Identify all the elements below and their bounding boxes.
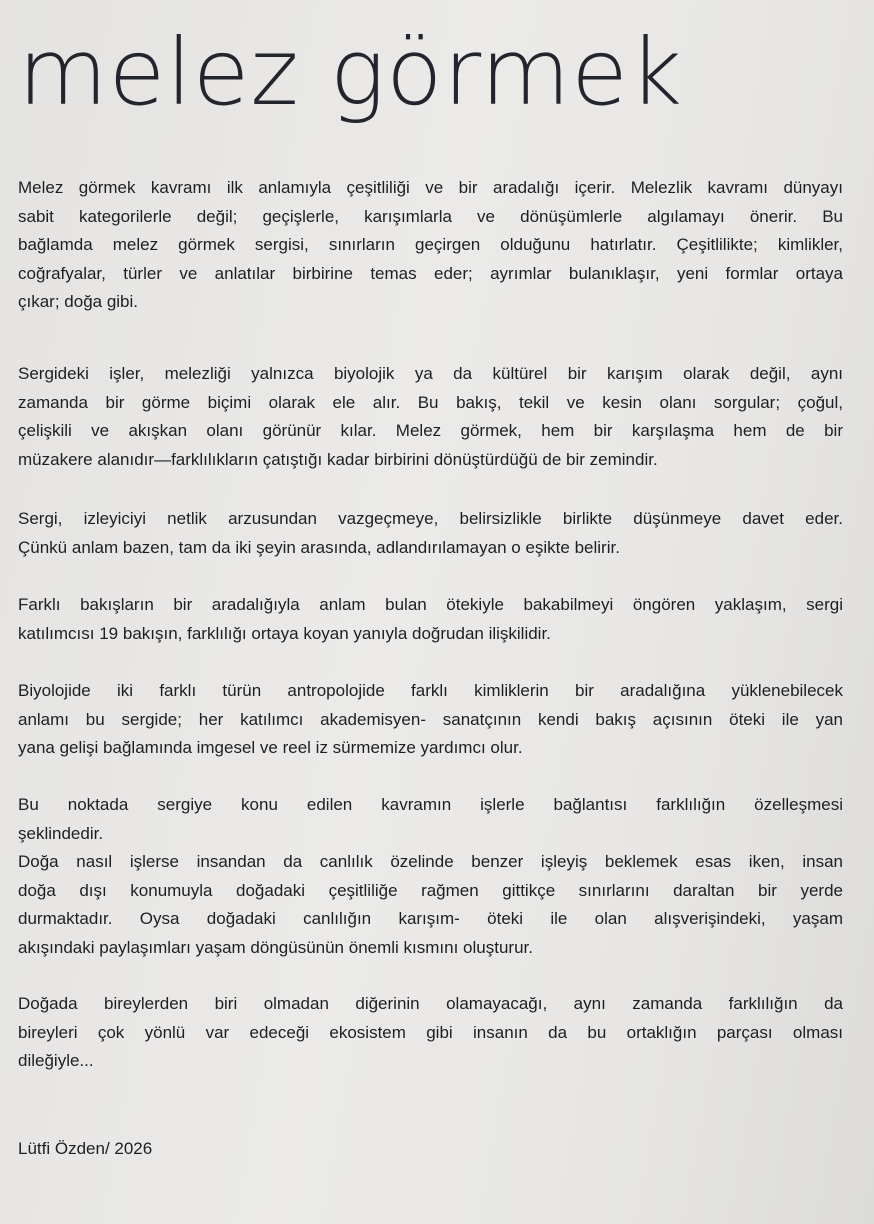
text-line: katılımcısı 19 bakışın, farklılığı ortaya koyan yanıyla doğrudan ilişkilidir. bbox=[18, 623, 551, 643]
text-line: anlamı bu sergide; her katılımcı akademisyen- sanatçının kendi bakış açısının öteki ile yan bbox=[18, 709, 843, 729]
text-line: Farklı bakışların bir aradalığıyla anlam bulan ötekiyle bakabilmeyi öngören yaklaşım, sergi bbox=[18, 595, 843, 614]
text-line: Sergi, izleyiciyi netlik arzusundan vazgeçmeye, belirsizlikle birlikte düşünmeye davet eder. bbox=[18, 509, 843, 528]
paragraph-5 bbox=[18, 677, 843, 763]
text-line: Melez görmek kavramı ilk anlamıyla çeşitliliği ve bir aradalığı içerir. Melezlik kavramı dünyayı bbox=[18, 178, 843, 197]
text-line: Biyolojide iki farklı türün antropolojide farklı kimliklerin bir aradalığına yüklenebilecek bbox=[18, 681, 843, 700]
text-line: Sergideki işler, melezliği yalnızca biyolojik ya da kültürel bir karışım olarak değil, aynı bbox=[18, 364, 843, 383]
text-line: Bu noktada sergiye konu edilen kavramın işlerle bağlantısı farklılığın özelleşmesi bbox=[18, 795, 843, 814]
paragraph-3 bbox=[18, 505, 843, 562]
text-line: yana gelişi bağlamında imgesel ve reel iz sürmemize yardımcı olur. bbox=[18, 738, 523, 757]
paragraph-4 bbox=[18, 591, 843, 648]
text-line: Doğada bireylerden biri olmadan diğerinin olamayacağı, aynı zamanda farklılığın da bbox=[18, 994, 843, 1013]
text-line: Doğa nasıl işlerse insandan da canlılık özelinde benzer işleyiş beklemek esas iken, insan bbox=[18, 852, 843, 871]
text-line: şeklindedir. bbox=[18, 823, 104, 843]
text-line: bağlamda melez görmek sergisi, sınırların geçirgen olduğunu hatırlatır. Çeşitlilikte; kimlikler, bbox=[18, 235, 843, 254]
text-line: sabit kategorilerle değil; geçişlerle, karışımlarla ve dönüşümlerle algılamayı önerir. Bu bbox=[18, 206, 843, 226]
text-line: Çünkü anlam bazen, tam da iki şeyin arasında, adlandırılamayan o eşikte belirir. bbox=[18, 537, 620, 557]
text-line: zamanda bir görme biçimi olarak ele alır. Bu bakış, tekil ve kesin olanı sorgular; çoğul, bbox=[18, 392, 843, 412]
text-line: çelişkili ve akışkan olanı görünür kılar. Melez görmek, hem bir karşılaşma hem de bir bbox=[18, 421, 843, 440]
text-line: dileğiyle... bbox=[18, 1051, 94, 1070]
paragraph-7 bbox=[18, 990, 843, 1076]
text-line: doğa dışı konumuyla doğadaki çeşitliliğe rağmen gittikçe sınırlarını daraltan bir yerde bbox=[18, 880, 843, 900]
signature: Lütfi Özden/ 2026 bbox=[18, 1139, 153, 1158]
text-line: çıkar; doğa gibi. bbox=[18, 292, 139, 311]
text-line: coğrafyalar, türler ve anlatılar birbirine temas eder; ayrımlar bulanıklaşır, yeni formlar ortaya bbox=[18, 263, 843, 283]
paragraph-2 bbox=[18, 360, 843, 474]
text-line: müzakere alanıdır—farklılıkların çatıştığı kadar birbirini dönüştürdüğü de bir zemindir. bbox=[18, 449, 658, 469]
text-line: durmaktadır. Oysa doğadaki canlılığın karışım- öteki ile olan alışverişindeki, yaşam bbox=[18, 909, 843, 928]
text-line: akışındaki paylaşımları yaşam döngüsünün önemli kısmını oluşturur. bbox=[18, 937, 533, 957]
paragraph-1 bbox=[18, 174, 843, 317]
paragraph-6 bbox=[18, 791, 843, 962]
page-title: melez görmek bbox=[18, 19, 684, 126]
text-line: bireyleri çok yönlü var edeceği ekosistem gibi insanın da bu ortaklığın parçası olması bbox=[18, 1022, 843, 1042]
